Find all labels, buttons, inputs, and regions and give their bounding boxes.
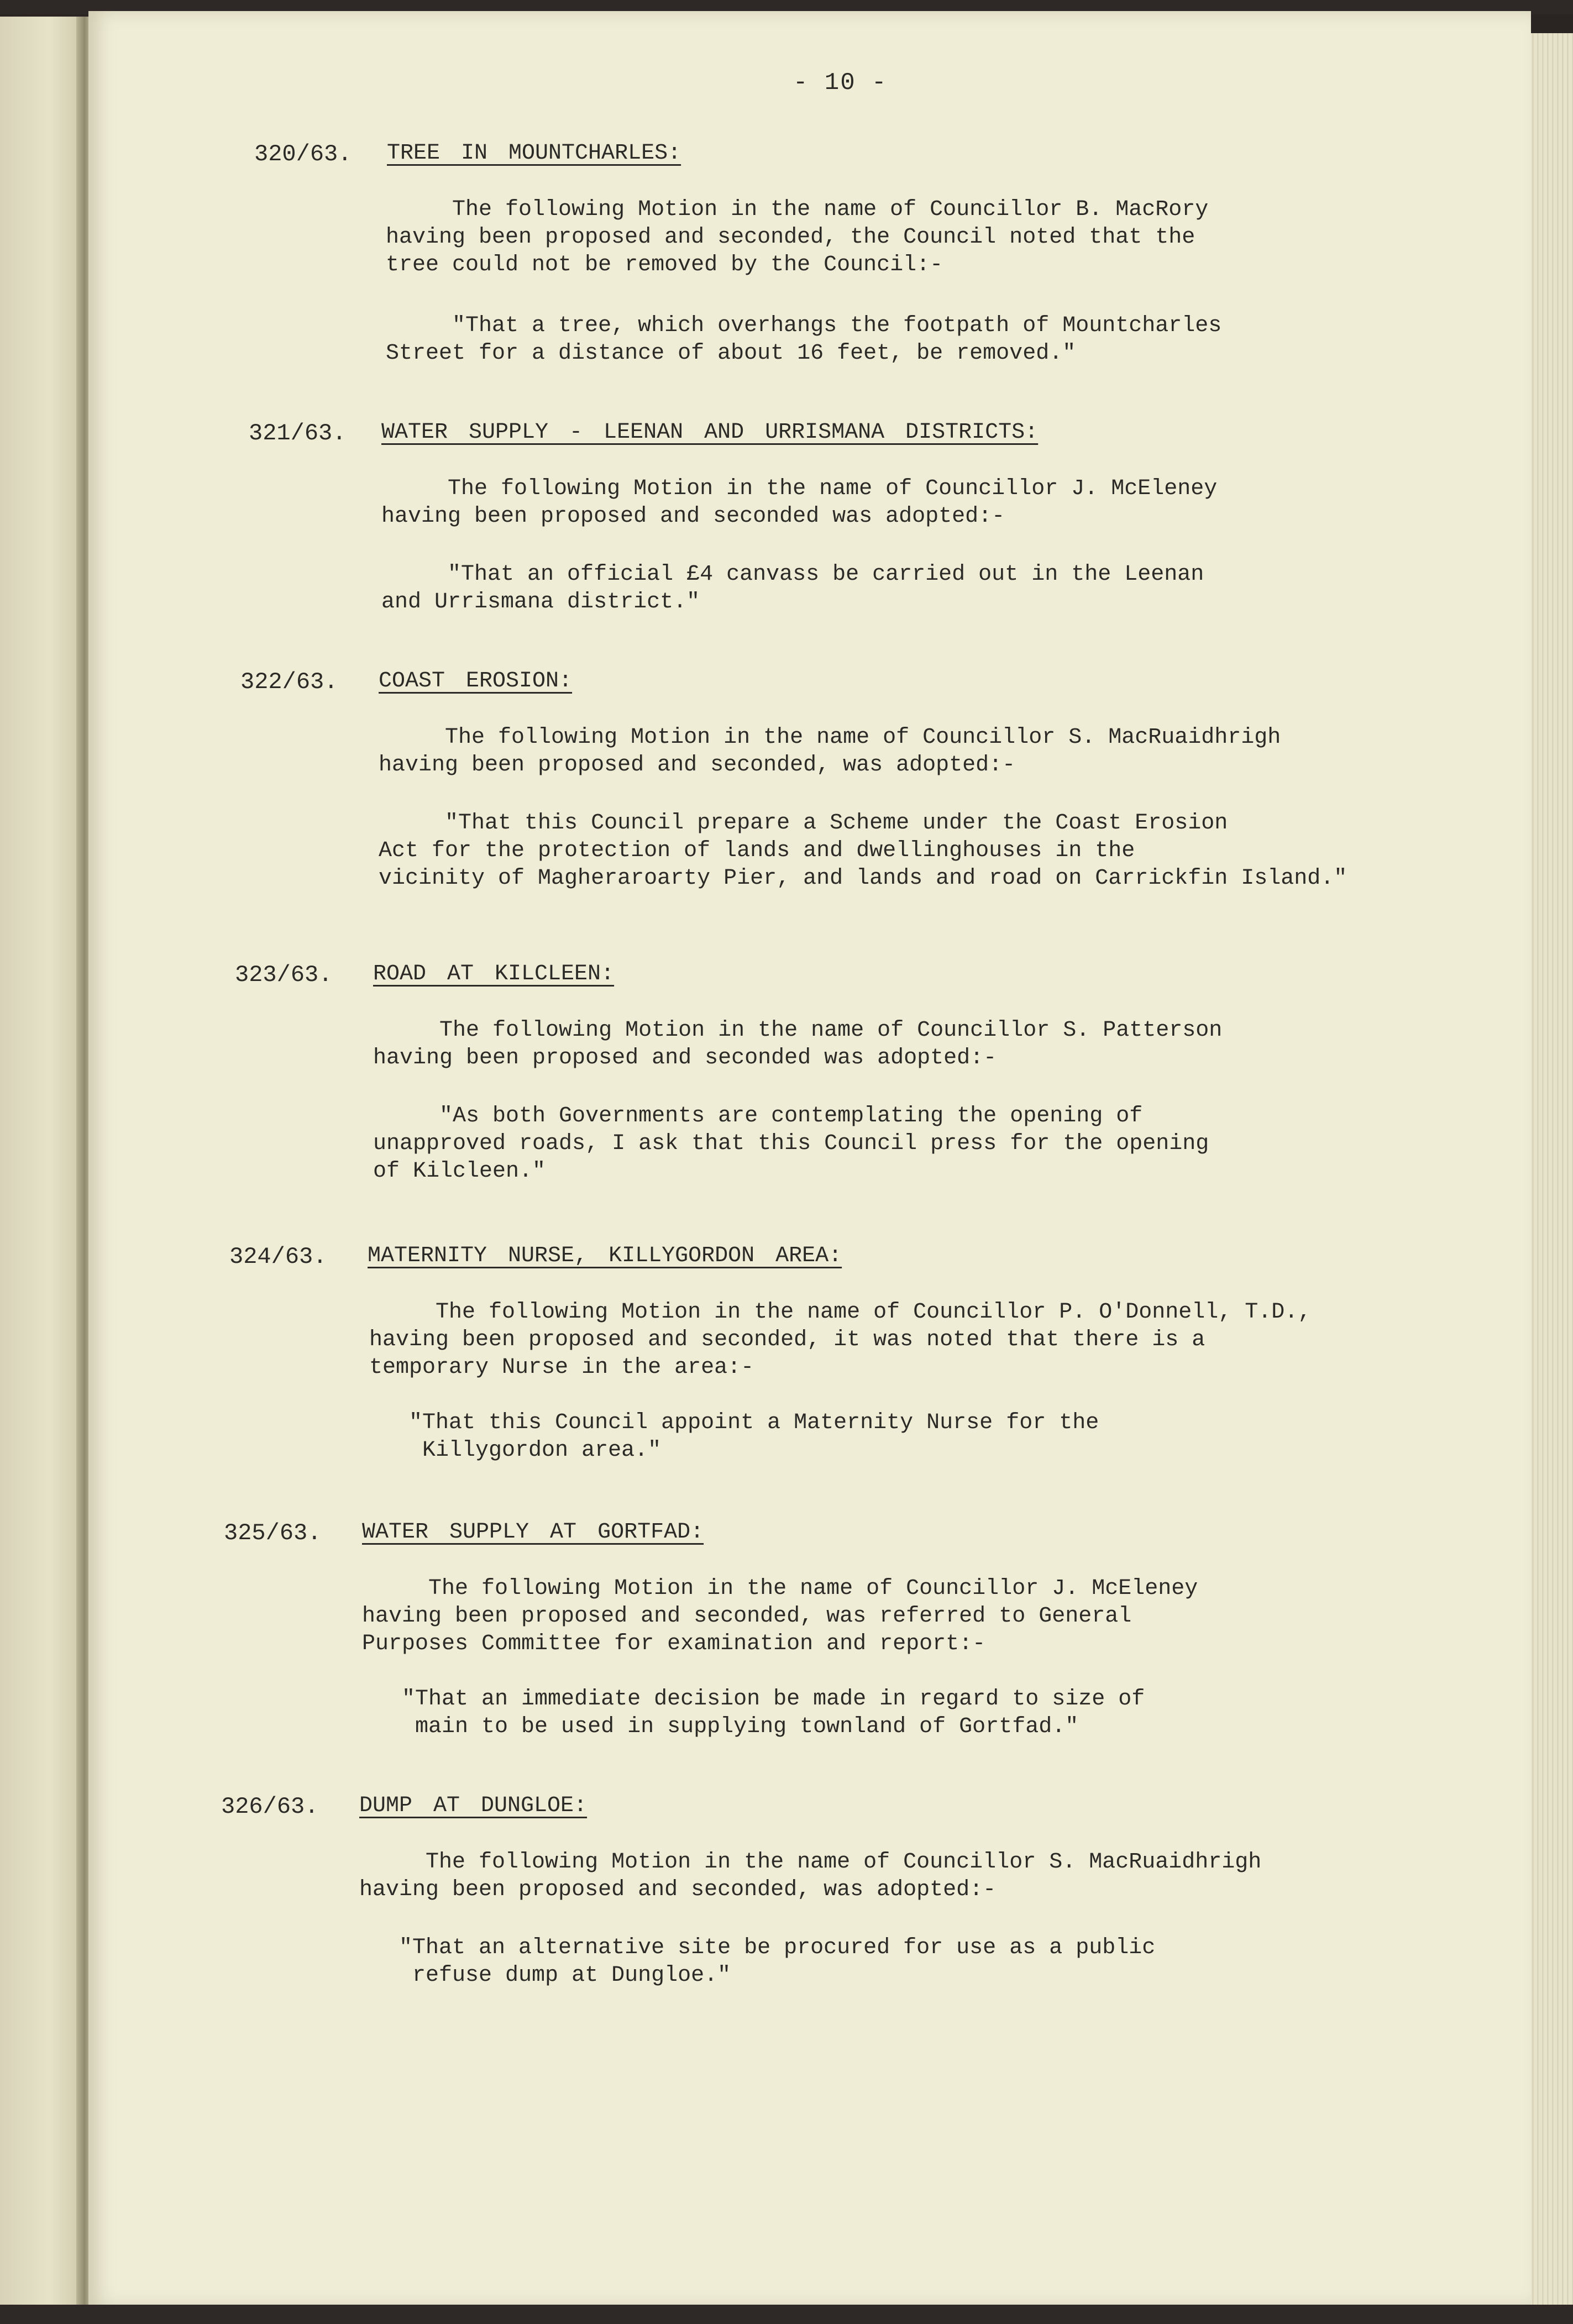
left-facing-page bbox=[0, 17, 83, 2310]
motion-quote bbox=[379, 810, 1347, 893]
text-line: "That an immediate decision be made in regard to size of bbox=[362, 1687, 1145, 1712]
motion-quote bbox=[362, 1686, 1145, 1741]
scan-bottom-edge bbox=[0, 2305, 1573, 2324]
motion-quote bbox=[359, 1934, 1155, 1990]
document-page bbox=[88, 11, 1531, 2307]
text-line: having been proposed and seconded, was adopted:- bbox=[379, 753, 1016, 778]
minute-intro bbox=[369, 1299, 1311, 1382]
text-line: unapproved roads, I ask that this Council press for the opening bbox=[373, 1131, 1209, 1156]
text-line: main to be used in supplying townland of Gortfad." bbox=[362, 1714, 1079, 1739]
motion-quote bbox=[386, 312, 1221, 368]
text-line: Street for a distance of about 16 feet, be removed." bbox=[386, 341, 1076, 366]
text-line: tree could not be removed by the Council:- bbox=[386, 253, 943, 277]
text-line: having been proposed and seconded, it was noted that there is a bbox=[369, 1328, 1205, 1352]
motion-quote bbox=[381, 561, 1204, 616]
minute-title: COAST EROSION: bbox=[379, 669, 573, 694]
text-line: having been proposed and seconded, the Council noted that the bbox=[386, 225, 1196, 250]
text-line: of Kilcleen." bbox=[373, 1159, 546, 1184]
minute-intro bbox=[359, 1849, 1261, 1904]
minute-intro bbox=[362, 1575, 1198, 1658]
minute-number: 325/63. bbox=[224, 1520, 322, 1546]
text-line: Killygordon area." bbox=[369, 1438, 662, 1463]
text-line: refuse dump at Dungloe." bbox=[359, 1963, 731, 1988]
minute-number: 323/63. bbox=[235, 962, 333, 988]
text-line: Purposes Committee for examination and report:- bbox=[362, 1631, 986, 1656]
minute-intro bbox=[373, 1017, 1222, 1072]
minute-title: WATER SUPPLY AT GORTFAD: bbox=[362, 1520, 704, 1545]
text-line: and Urrismana district." bbox=[381, 590, 700, 615]
minute-title: WATER SUPPLY - LEENAN AND URRISMANA DISTRICTS: bbox=[381, 420, 1039, 445]
text-line: "That this Council prepare a Scheme under the Coast Erosion bbox=[379, 811, 1228, 836]
motion-quote bbox=[373, 1103, 1209, 1185]
minute-intro bbox=[381, 475, 1217, 531]
text-line: "That an alternative site be procured for use as a public bbox=[359, 1935, 1156, 1960]
minute-number: 326/63. bbox=[221, 1793, 319, 1820]
text-line: having been proposed and seconded, was adopted:- bbox=[359, 1877, 997, 1902]
text-line: "That a tree, which overhangs the footpath of Mountcharles bbox=[386, 313, 1222, 338]
text-line: The following Motion in the name of Councillor S. Patterson bbox=[373, 1018, 1223, 1043]
minute-number: 321/63. bbox=[249, 420, 347, 447]
text-line: having been proposed and seconded was adopted:- bbox=[373, 1046, 997, 1071]
text-line: Act for the protection of lands and dwellinghouses in the bbox=[379, 838, 1135, 863]
minute-number: 322/63. bbox=[240, 669, 338, 695]
minute-intro bbox=[379, 724, 1281, 779]
text-line: "As both Governments are contemplating the opening of bbox=[373, 1104, 1143, 1129]
minute-number: 320/63. bbox=[254, 141, 352, 167]
text-line: vicinity of Magheraroarty Pier, and lands and road on Carrickfin Island." bbox=[379, 866, 1347, 891]
text-line: "That this Council appoint a Maternity Nurse for the bbox=[369, 1410, 1099, 1435]
text-line: The following Motion in the name of Councillor J. McEleney bbox=[381, 476, 1218, 501]
text-line: The following Motion in the name of Councillor B. MacRory bbox=[386, 197, 1209, 222]
text-line: temporary Nurse in the area:- bbox=[369, 1355, 754, 1380]
page-number: - 10 - bbox=[793, 69, 888, 97]
minute-title: ROAD AT KILCLEEN: bbox=[373, 962, 615, 987]
text-line: having been proposed and seconded, was referred to General bbox=[362, 1604, 1132, 1629]
text-line: The following Motion in the name of Councillor S. MacRuaidhrigh bbox=[359, 1850, 1262, 1875]
text-line: having been proposed and seconded was adopted:- bbox=[381, 504, 1005, 529]
minute-title: MATERNITY NURSE, KILLYGORDON AREA: bbox=[368, 1244, 842, 1268]
text-line: The following Motion in the name of Councillor S. MacRuaidhrigh bbox=[379, 725, 1281, 750]
minute-title: DUMP AT DUNGLOE: bbox=[359, 1793, 588, 1818]
motion-quote bbox=[369, 1409, 1099, 1465]
text-line: "That an official £4 canvass be carried out in the Leenan bbox=[381, 562, 1204, 587]
minute-intro bbox=[386, 196, 1208, 279]
minute-title: TREE IN MOUNTCHARLES: bbox=[387, 141, 681, 166]
text-line: The following Motion in the name of Councillor P. O'Donnell, T.D., bbox=[369, 1300, 1312, 1325]
text-line: The following Motion in the name of Councillor J. McEleney bbox=[362, 1576, 1198, 1601]
minute-number: 324/63. bbox=[229, 1244, 327, 1270]
